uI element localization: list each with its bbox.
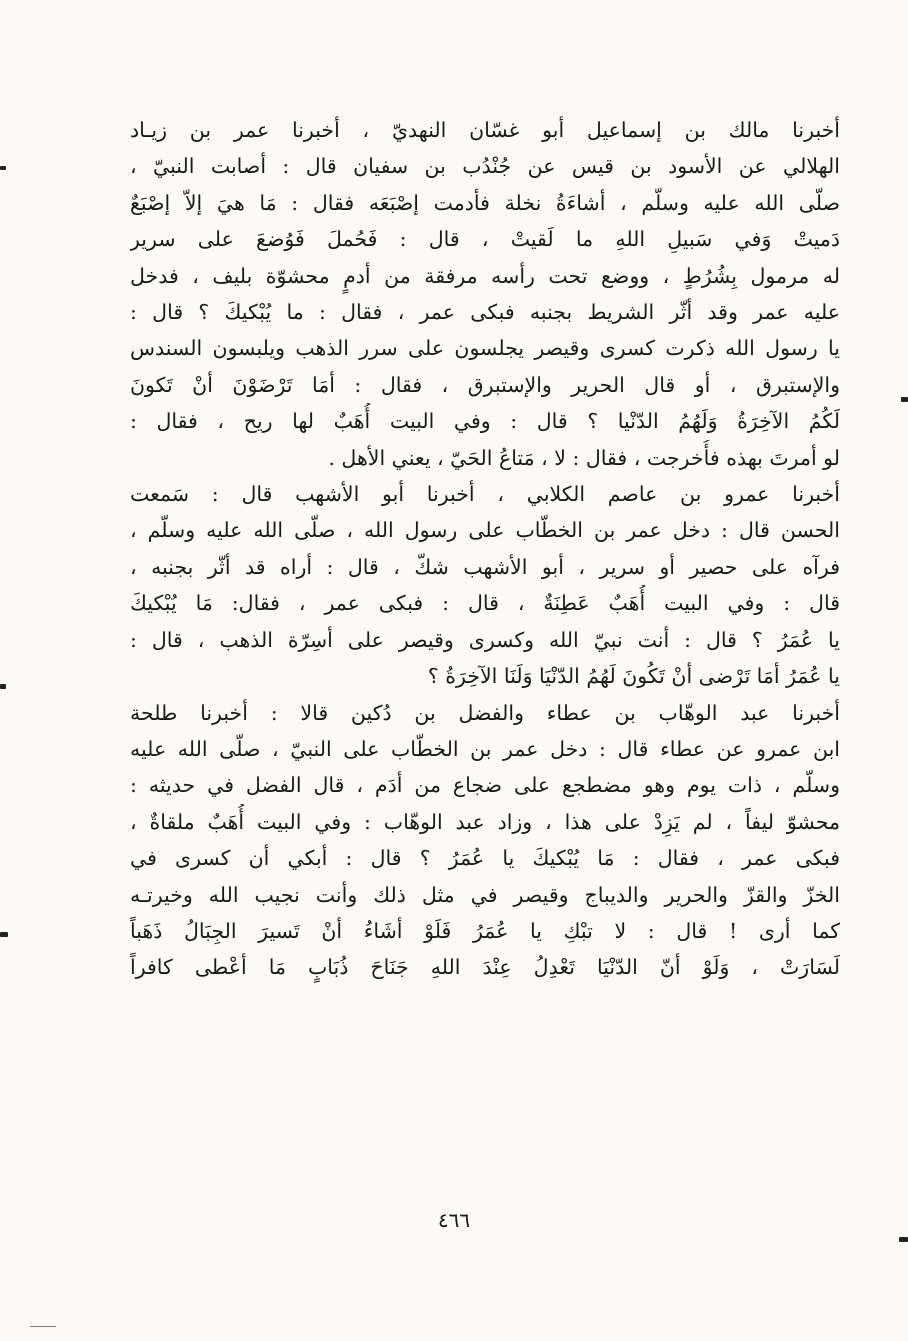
scan-mark xyxy=(0,166,6,170)
text-line: لَكُمُ الآخِرَةُ وَلَهُمُ الدّنْيا ؟ قال : وفي البيت أُهَبٌ لها ريح ، فقال : xyxy=(130,409,840,434)
text-line: وسلّم ، ذات يوم وهو مضطجع على ضجاع من أدَم ، قال الفضل في حديثه : xyxy=(130,773,840,798)
text-line: له مرمول بِشُرُطٍ ، ووضع تحت رأسه مرفقة من أدمٍ محشوّة بليف ، فدخل xyxy=(130,263,840,288)
page-number: ٤٦٦ xyxy=(437,1208,471,1232)
scan-edge xyxy=(30,1326,56,1327)
scan-mark xyxy=(0,932,8,937)
paragraph-2 xyxy=(130,476,840,694)
paragraph-1 xyxy=(130,112,840,476)
text-line: والإستبرق ، أو قال الحرير والإستبرق ، فقال : أمَا تَرْضَوْنَ أنْ تَكونَ xyxy=(130,372,840,397)
text-line: يا رسول الله ذكرت كسرى وقيصر يجلسون على سرر الذهب ويلبسون السندس xyxy=(130,336,840,361)
body-text xyxy=(130,112,840,986)
text-line: قال : وفي البيت أُهَبٌ عَطِنَةٌ ، قال : فبكى عمر ، فقال: مَا يُبْكيكَ xyxy=(130,591,840,616)
text-line: يا عُمَرُ ؟ قال : أنت نبيّ الله وكسرى وقيصر على أسِرّة الذهب ، قال : xyxy=(130,627,840,652)
text-line: فرآه على حصير أو سرير ، أبو الأشهب شكّ ، قال : أراه قد أثّر بجنبه ، xyxy=(130,554,840,579)
scan-mark xyxy=(0,684,6,689)
text-line: الحسن قال : دخل عمر بن الخطّاب على رسول الله ، صلّى الله عليه وسلّم ، xyxy=(130,518,840,543)
text-line: دَميتْ وَفي سَبيلِ اللهِ ما لَقيتْ ، قال : فَحُملَ فَوُضعَ على سرير xyxy=(130,227,840,252)
text-line: لَسَارَتْ ، وَلَوْ أنّ الدّنْيَا تَعْدِلُ عِنْدَ اللهِ جَنَاحَ ذُبَابٍ مَا أعْطى كافراً xyxy=(130,955,840,980)
paragraph-3 xyxy=(130,695,840,986)
text-line: لو أمرتَ بهذه فأُخرجت ، فقال : لا ، مَتاعُ الحَيّ ، يعني الأهل . xyxy=(328,445,840,470)
text-line: أخبرنا عبد الوهّاب بن عطاء والفضل بن دُكين قالا : أخبرنا طلحة xyxy=(130,700,840,725)
scan-mark xyxy=(901,397,908,402)
text-line: أخبرنا مالك بن إسماعيل أبو غسّان النهديّ ، أخبرنا عمر بن زيـاد xyxy=(130,118,840,142)
text-line: الهلالي عن الأسود بن قيس عن جُنْدُب بن سفيان قال : أصابت النبيّ ، xyxy=(130,154,840,179)
text-line: صلّى الله عليه وسلّم ، أشاءَةُ نخلة فأدمت إصْبَعَه فقال : مَا هيَ إلاّ إصْبَعٌ xyxy=(130,190,840,215)
scan-mark xyxy=(899,1237,908,1242)
text-line: كما أرى ! قال : لا تبْكِ يا عُمَرُ فَلَوْ أشَاءُ أنْ تَسيرَ الجِبَالُ ذَهَباً xyxy=(130,918,840,943)
text-line: يا عُمَرُ أمَا تَرْضى أنْ تَكُونَ لَهُمُ الدّنْيَا وَلَنَا الآخِرَةُ ؟ xyxy=(427,664,840,689)
text-line: أخبرنا عمرو بن عاصم الكلابي ، أخبرنا أبو الأشهب قال : سَمعت xyxy=(130,482,840,507)
text-line: عليه عمر وقد أثّر الشريط بجنبه فبكى عمر ، فقال : ما يُبْكيكَ ؟ قال : xyxy=(130,300,840,325)
text-line: الخزّ والقزّ والحرير والديباج وقيصر في مثل ذلك وأنت نجيب الله وخيرتـه xyxy=(130,882,840,907)
text-line: فبكى عمر ، فقال : مَا يُبْكيكَ يا عُمَرُ ؟ قال : أبكي أن كسرى في xyxy=(130,846,840,871)
text-line: محشوّ ليفاً ، لم يَزِدْ على هذا ، وزاد عبد الوهّاب : وفي البيت أُهَبٌ ملقاةٌ ، xyxy=(130,809,840,834)
text-line: ابن عمرو عن عطاء قال : دخل عمر بن الخطّاب على النبيّ ، صلّى الله عليه xyxy=(130,736,840,761)
